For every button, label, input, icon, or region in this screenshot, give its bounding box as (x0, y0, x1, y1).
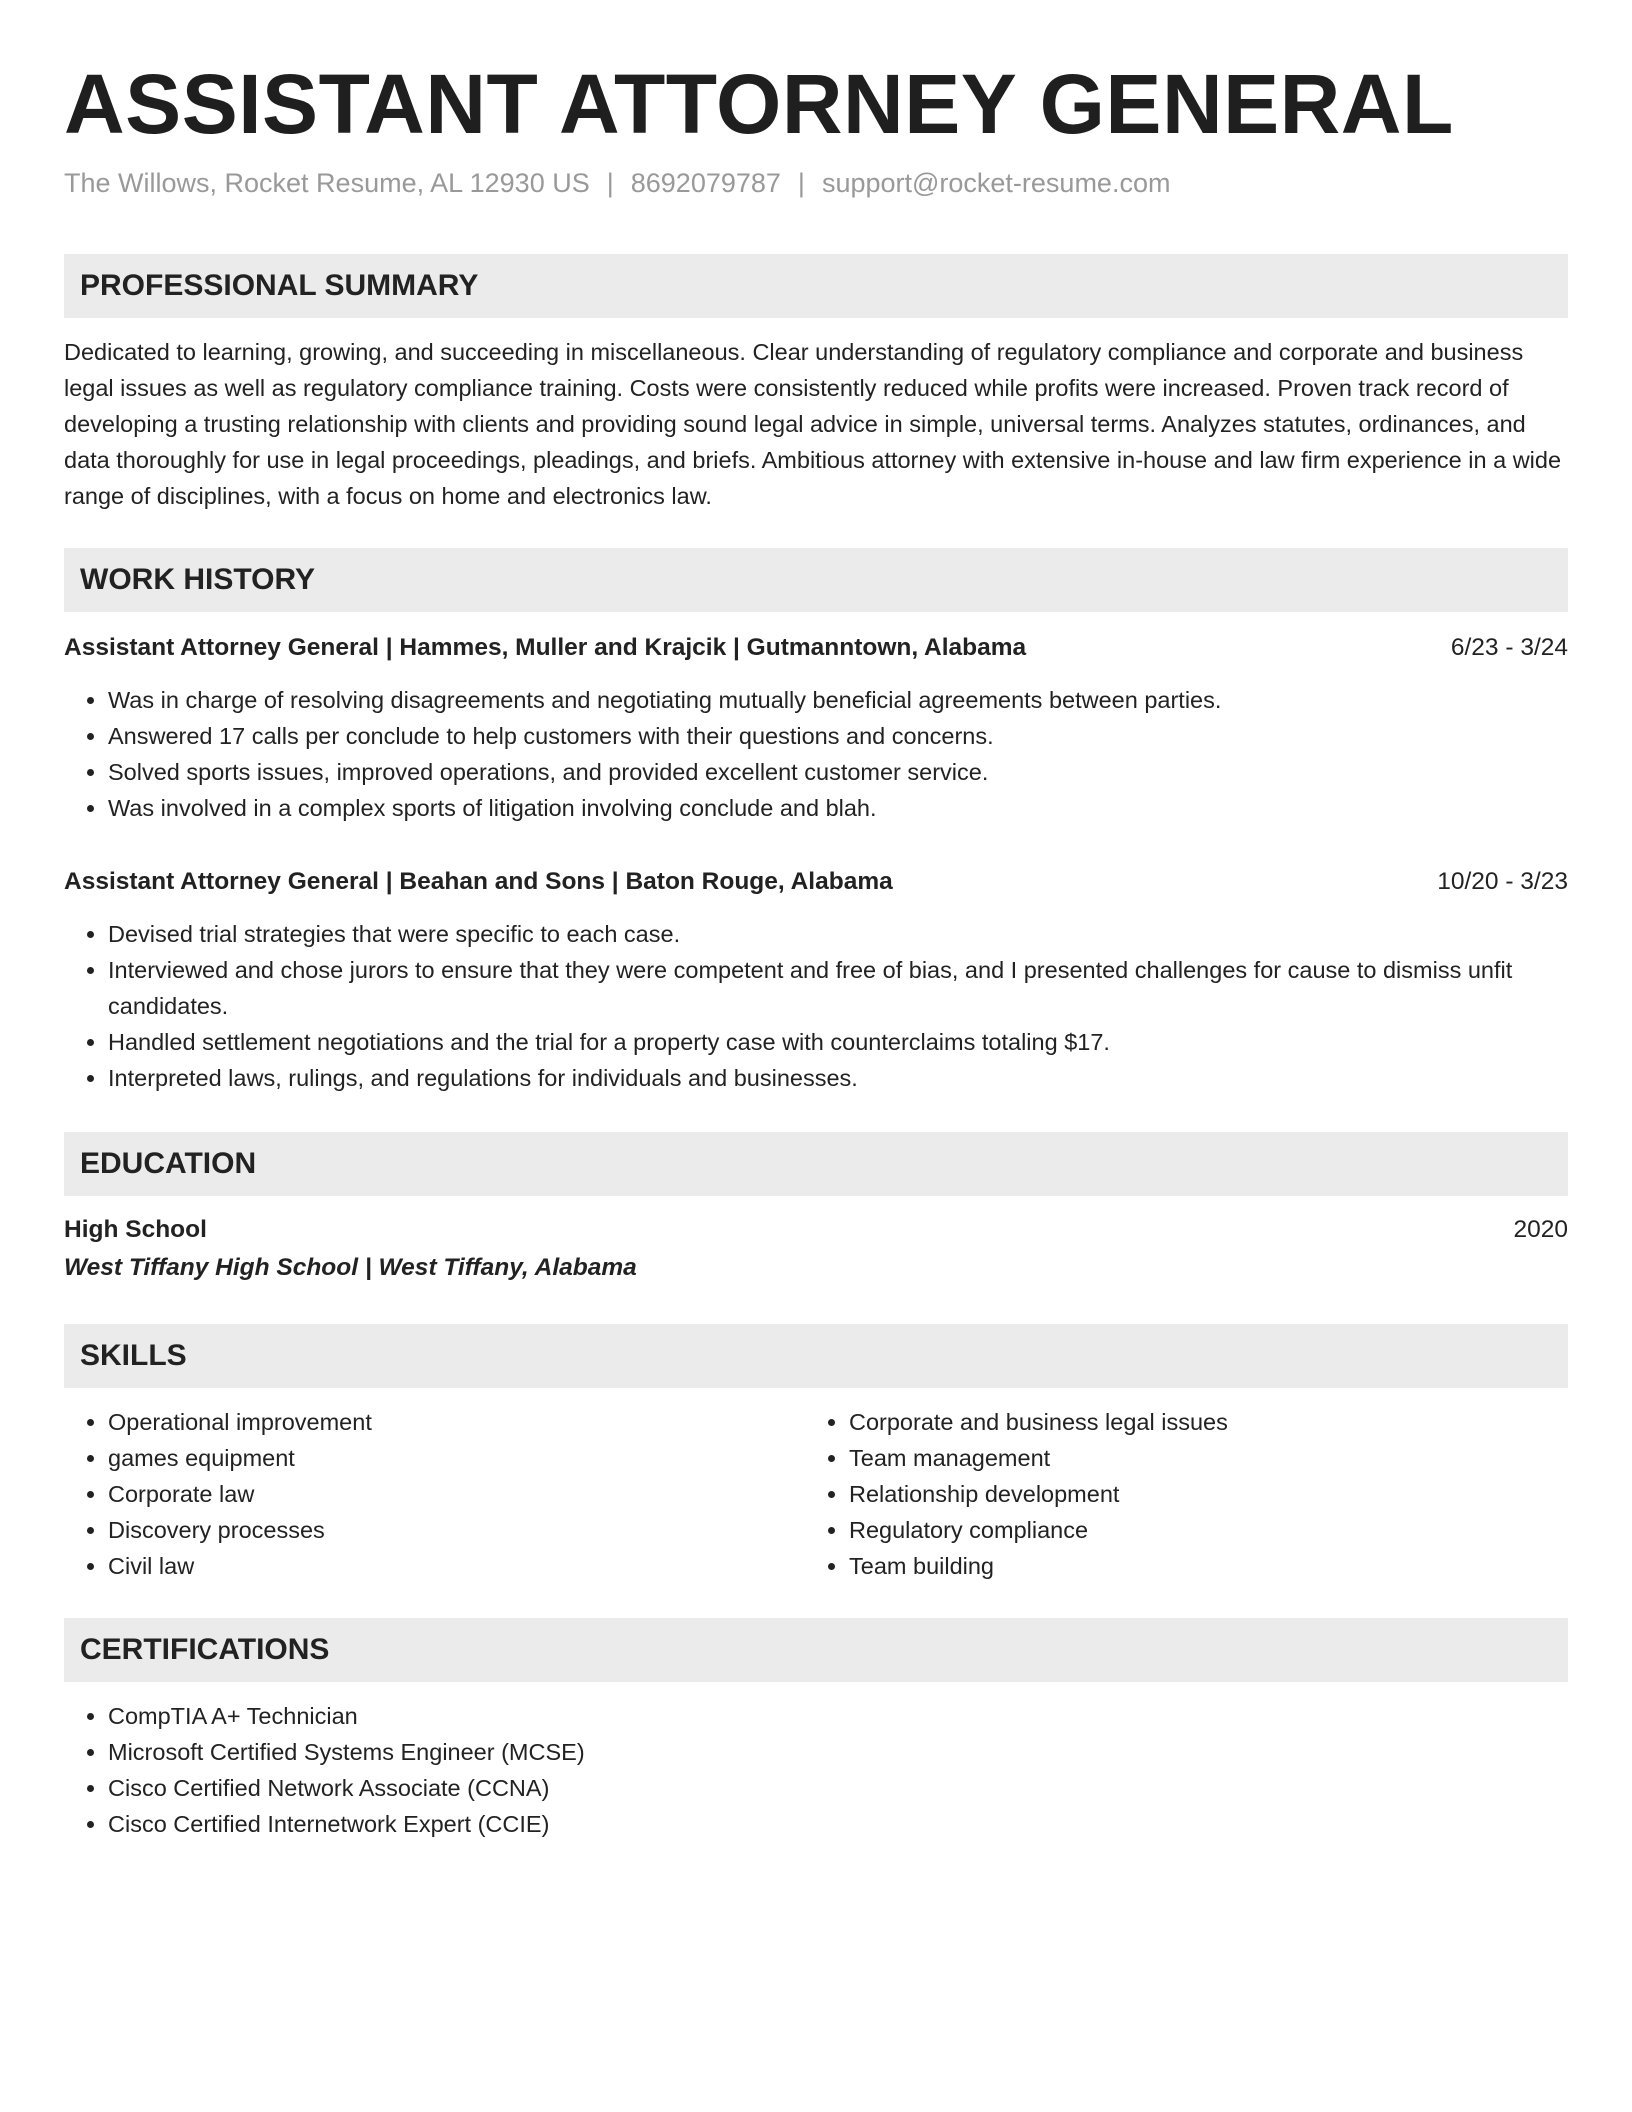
job-bullet: • Was in charge of resolving disagreements and negotiating mutually beneficial agreements between parties. (108, 682, 1568, 718)
certifications-list (64, 1698, 1568, 1842)
skills-column-right (805, 1404, 1546, 1584)
job-bullets (64, 682, 1568, 826)
education-school: West Tiffany High School | West Tiffany, Alabama (64, 1254, 637, 1281)
certification-item: • CompTIA A+ Technician (108, 1698, 1568, 1734)
skill-item: • games equipment (108, 1440, 805, 1476)
education-year: 2020 (1513, 1216, 1568, 1243)
skill-item: • Civil law (108, 1548, 805, 1584)
skill-item: • Team building (849, 1548, 1546, 1584)
job-bullet: • Answered 17 calls per conclude to help customers with their questions and concerns. (108, 718, 1568, 754)
section-header-certifications: CERTIFICATIONS (64, 1618, 1568, 1682)
job-bullet: • Interpreted laws, rulings, and regulations for individuals and businesses. (108, 1060, 1568, 1096)
skill-item: • Operational improvement (108, 1404, 805, 1440)
skill-item: • Discovery processes (108, 1512, 805, 1548)
section-header-work-history: WORK HISTORY (64, 548, 1568, 612)
contact-email: support@rocket-resume.com (821, 168, 1171, 198)
summary-text: Dedicated to learning, growing, and succeeding in miscellaneous. Clear understanding of regulatory compliance and corporate and business legal issues as well as regulatory compliance training. Costs were consistently reduced while profits were increased. Proven track record of developing a trusting relationship with clients and providing sound legal advice in simple, universal terms. Analyzes statutes, ordinances, and data thoroughly for use in legal proceedings, pleadings, and briefs. Ambitious attorney with extensive in-house and law firm experience in a wide range of disciplines, with a focus on home and electronics law. (64, 339, 1562, 509)
job-title: Assistant Attorney General | Beahan and Sons | Baton Rouge, Alabama (64, 868, 893, 895)
job-title: Assistant Attorney General | Hammes, Muller and Krajcik | Gutmanntown, Alabama (64, 634, 1027, 661)
contact-line (64, 166, 1568, 200)
education-degree: High School (64, 1216, 207, 1243)
certification-item: • Microsoft Certified Systems Engineer (MCSE) (108, 1734, 1568, 1770)
certification-item: • Cisco Certified Internetwork Expert (CCIE) (108, 1806, 1568, 1842)
job-bullet: • Interviewed and chose jurors to ensure that they were competent and free of bias, and I presented challenges for cause to dismiss unfit candidates. (108, 952, 1568, 1024)
skill-item: • Regulatory compliance (849, 1512, 1546, 1548)
contact-address: The Willows, Rocket Resume, AL 12930 US (64, 168, 590, 198)
certification-item: • Cisco Certified Network Associate (CCNA) (108, 1770, 1568, 1806)
skills-column-left (64, 1404, 805, 1584)
education-row (64, 1212, 1568, 1248)
job-dates: 10/20 - 3/23 (1437, 868, 1568, 895)
job-bullet: • Was involved in a complex sports of litigation involving conclude and blah. (108, 790, 1568, 826)
skills-grid (64, 1404, 1568, 1584)
contact-separator: | (797, 168, 805, 198)
contact-phone: 8692079787 (630, 168, 781, 198)
section-header-education: EDUCATION (64, 1132, 1568, 1196)
job-entry (64, 864, 1568, 1096)
job-header (64, 630, 1568, 666)
section-header-summary: PROFESSIONAL SUMMARY (64, 254, 1568, 318)
skill-item: • Relationship development (849, 1476, 1546, 1512)
contact-separator: | (606, 168, 614, 198)
section-header-skills: SKILLS (64, 1324, 1568, 1388)
job-bullet: • Devised trial strategies that were specific to each case. (108, 916, 1568, 952)
skill-item: • Corporate and business legal issues (849, 1404, 1546, 1440)
job-bullet: • Solved sports issues, improved operations, and provided excellent customer service. (108, 754, 1568, 790)
resume-name: ASSISTANT ATTORNEY GENERAL (64, 57, 1454, 151)
job-bullet: • Handled settlement negotiations and the trial for a property case with counterclaims totaling $17. (108, 1024, 1568, 1060)
skill-item: • Team management (849, 1440, 1546, 1476)
job-bullets (64, 916, 1568, 1096)
skill-item: • Corporate law (108, 1476, 805, 1512)
job-header (64, 864, 1568, 900)
job-entry (64, 630, 1568, 826)
job-dates: 6/23 - 3/24 (1450, 634, 1568, 661)
